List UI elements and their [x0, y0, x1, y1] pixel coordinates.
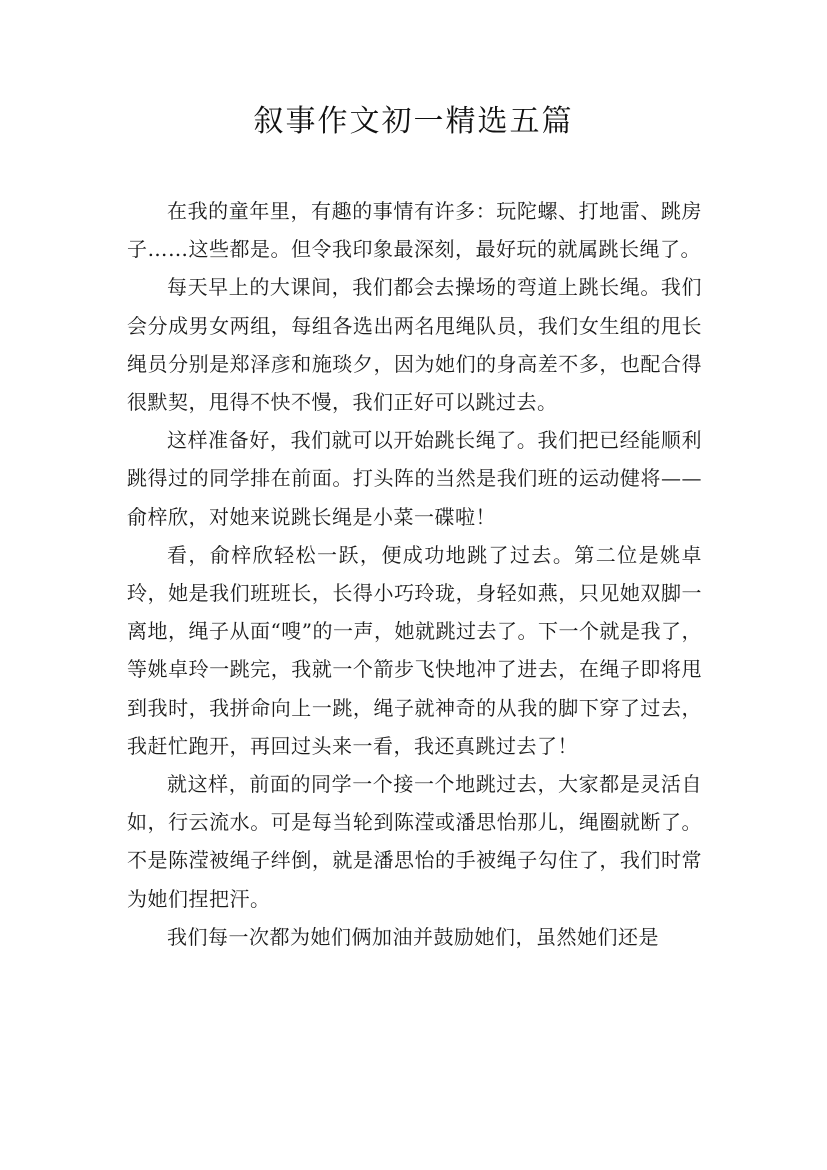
document-title: 叙事作文初一精选五篇 — [253, 104, 574, 139]
paragraph-1: 在我的童年里，有趣的事情有许多：玩陀螺、打地雷、跳房子……这些都是。但令我印象最深刻，最好玩的就属跳长绳了。 — [127, 199, 702, 262]
paragraph-5: 就这样，前面的同学一个接一个地跳过去，大家都是灵活自如，行云流水。可是每当轮到陈滢或潘思怡那儿，绳圈就断了。不是陈滢被绳子绊倒，就是潘思怡的手被绳子勾住了，我们时常为她们捏把汗。 — [127, 772, 702, 911]
paragraph-4: 看，俞梓欣轻松一跃，便成功地跳了过去。第二位是姚卓玲，她是我们班班长，长得小巧玲珑，身轻如燕，只见她双脚一离地，绳子从面“嗖”的一声，她就跳过去了。下一个就是我了，等姚卓玲一跳完，我就一个箭步飞快地冲了进去，在绳子即将甩到我时，我拼命向上一跳，绳子就神奇的从我的脚下穿了过去，我赶忙跑开，再回过头来一看，我还真跳过去了！ — [127, 542, 702, 758]
paragraph-2: 每天早上的大课间，我们都会去操场的弯道上跳长绳。我们会分成男女两组，每组各选出两名甩绳队员，我们女生组的甩长绳员分别是郑泽彦和施琰夕，因为她们的身高差不多，也配合得很默契，甩得不快不慢，我们正好可以跳过去。 — [127, 275, 702, 415]
paragraph-6: 我们每一次都为她们俩加油并鼓励她们，虽然她们还是 — [167, 924, 659, 949]
paragraph-3: 这样准备好，我们就可以开始跳长绳了。我们把已经能顺利跳得过的同学排在前面。打头阵的当然是我们班的运动健将——俞梓欣，对她来说跳长绳是小菜一碟啦！ — [127, 428, 702, 529]
document-body — [127, 192, 702, 956]
